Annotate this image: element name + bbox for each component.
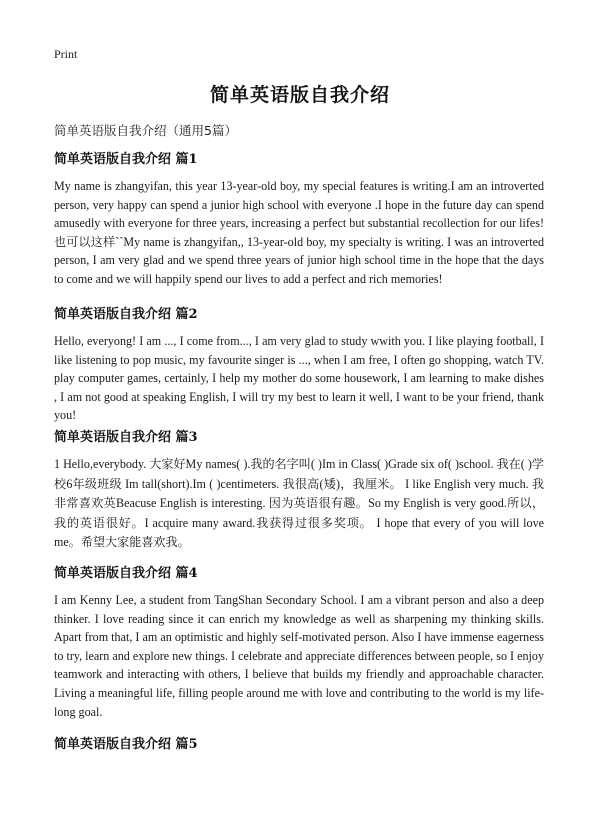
section-body: Hello, everyong! I am ..., I come from..., I am very glad to study wwith you. I like playing football, I like listening to pop music, my favourite singer is ..., when I am free, I often go shopping, watch TV. play computer games, certainly, I help my mother do some housework, I am learning to make dishes , I am not good at speaking English, I will try my best to learn it well, I want to be your friend, thank you! [54,334,544,423]
section-heading: 简单英语版自我介绍 篇4 [54,566,198,581]
section-3 [54,429,544,553]
section-body: 1 Hello,everybody. 大家好My names( ).我的名字叫( )Im in Class( )Grade six of( )school. 我在( )学校6年级班级 Im tall(short).Im ( )centimeters. 我很高(矮)，我厘米。 I like English very much. 我非常喜欢英Beacuse English is interesting. 因为英语很有趣。So my English is very good.所以，我的英语很好。I acquire many award.我获得过很多奖项。 I hope that every of you will love me。希望大家能喜欢我。 [54,457,544,549]
section-5 [54,736,544,754]
document-subtitle: 简单英语版自我介绍（通用5篇） [54,123,237,138]
section-2 [54,306,544,425]
section-body: I am Kenny Lee, a student from TangShan Secondary School. I am a vibrant person and also a deep thinker. I love reading since it can enrich my knowledge as well as sharpening my thinking skills. Apart from that, I am an optimistic and highly self-motivated person. Also I have immense eagerness to try, learn and explore new things. I celebrate and appreciate differences between people, so I enjoy teamwork and interacting with others, I believe that builds my friendly and approachable character. Living a meaningful life, filling people around me with love and contributing to the world is my life-long goal. [54,593,544,719]
section-heading: 简单英语版自我介绍 篇1 [54,152,198,167]
section-body: My name is zhangyifan, this year 13-year-old boy, my special features is writing.I am an introverted person, very happy can spend a junior high school with everyone .I hope in the future day can spend amusedly with everyone for three years, increasing a perfect but substantial recollection for our lifes! 也可以这样``My name is zhangyifan,, 13-year-old boy, my specialty is writing. I was an introverted person, I am very glad and we spend three years of junior high school time in the hope that the days to come and we will happily spend our lives to add a perfect and rich memories! [54,179,544,286]
section-1 [54,151,544,289]
section-heading: 简单英语版自我介绍 篇2 [54,307,198,322]
section-heading: 简单英语版自我介绍 篇5 [54,737,198,752]
section-4 [54,565,544,721]
section-heading: 简单英语版自我介绍 篇3 [54,430,198,445]
document-title: 简单英语版自我介绍 [209,84,390,106]
print-label: Print [54,47,78,61]
